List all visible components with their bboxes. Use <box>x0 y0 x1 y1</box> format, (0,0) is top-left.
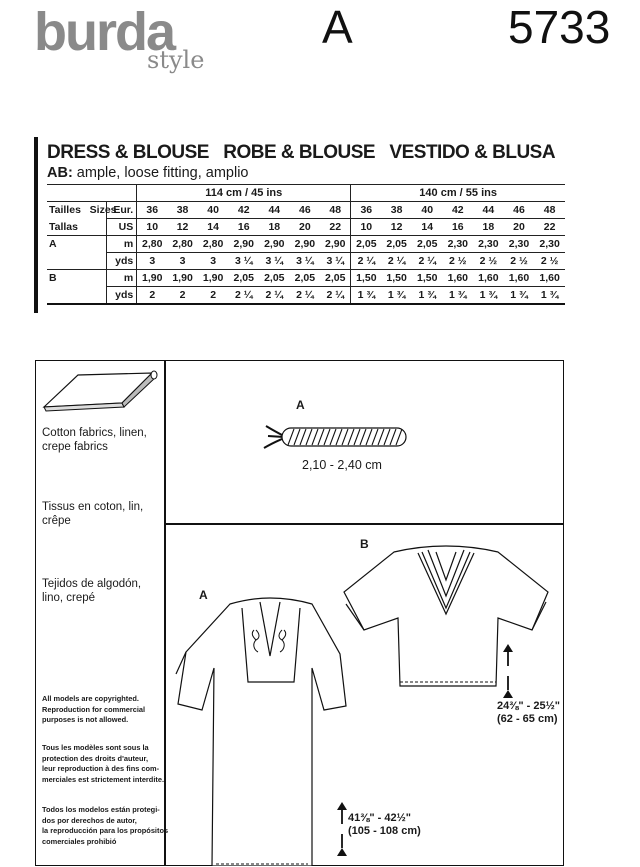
unit-yds: yds <box>106 253 137 270</box>
view-b-label: B <box>360 537 369 551</box>
table-cell: 2,90 <box>290 236 321 253</box>
table-cell: 3 <box>137 253 168 270</box>
section-bar <box>34 137 38 313</box>
legal-es-line: dos por derechos de autor, <box>42 815 137 825</box>
pattern-number: 5733 <box>508 1 611 53</box>
unit-m: m <box>106 236 137 253</box>
table-cell: 48 <box>320 202 351 219</box>
table-cell: 2,80 <box>137 236 168 253</box>
cord-length: 2,10 - 2,40 cm <box>302 458 382 472</box>
length-cm: (105 - 108 cm) <box>348 825 421 837</box>
sizes-label: Tailles Sizes <box>49 204 117 217</box>
size-table <box>47 184 565 305</box>
unit-m: m <box>106 270 137 287</box>
width-140-header: 140 cm / 55 ins <box>351 185 565 202</box>
table-cell: 2 ¼ <box>320 287 351 305</box>
table-row-eur <box>47 202 565 219</box>
view-a-label: A <box>49 238 57 251</box>
table-cell: 38 <box>167 202 198 219</box>
table-cell: 2,90 <box>259 236 290 253</box>
length-in: 41⅜" - 42½" <box>348 812 412 824</box>
view-a-label: A <box>199 588 208 602</box>
table-cell: 10 <box>351 219 382 236</box>
table-cell: 1,60 <box>443 270 474 287</box>
table-cell: 2 ¼ <box>290 287 321 305</box>
unit-yds: yds <box>106 287 137 305</box>
table-cell: 2,05 <box>351 236 382 253</box>
fabric-fr-line: Tissus en coton, lin, <box>42 501 144 513</box>
table-cell: 2,05 <box>412 236 443 253</box>
table-cell: 2,05 <box>290 270 321 287</box>
table-cell: 2 ½ <box>504 253 535 270</box>
table-cell: 1,60 <box>504 270 535 287</box>
table-cell: 1,50 <box>381 270 412 287</box>
width-114-header: 114 cm / 45 ins <box>137 185 351 202</box>
table-row-b-m <box>47 270 565 287</box>
table-cell: 36 <box>351 202 382 219</box>
fabric-text-es <box>42 577 141 605</box>
dress-a-length <box>348 812 421 838</box>
table-cell: 46 <box>290 202 321 219</box>
table-row-b-yds <box>47 287 565 305</box>
legal-es-line: la reproducción para los propósitos <box>42 826 169 835</box>
table-cell: 1 ¾ <box>443 287 474 305</box>
table-cell: 2 <box>137 287 168 305</box>
length-in: 24⅜" - 25½" <box>497 700 561 712</box>
table-cell: 3 ¼ <box>290 253 321 270</box>
burda-logo: burda <box>34 2 175 62</box>
legal-text-fr <box>42 743 164 785</box>
info-box-divider <box>164 360 166 866</box>
table-cell: 2 ¼ <box>381 253 412 270</box>
cord-icon <box>262 418 412 454</box>
blouse-b-length <box>497 700 560 726</box>
table-cell: 22 <box>320 219 351 236</box>
table-cell: 1,90 <box>198 270 229 287</box>
legal-text-es <box>42 805 168 847</box>
unit-eur: Eur. <box>106 202 137 219</box>
fabric-text-en <box>42 426 147 454</box>
notions-divider <box>164 523 564 525</box>
table-cell: 1,50 <box>351 270 382 287</box>
legal-fr-line: merciales est strictement interdite. <box>42 774 164 784</box>
table-cell: 44 <box>473 202 504 219</box>
legal-fr-line: Tous les modèles sont sous la <box>42 743 149 752</box>
table-row-a-m <box>47 236 565 253</box>
blouse-b-illustration <box>336 540 556 695</box>
fabric-en-line: Cotton fabrics, linen, <box>42 427 147 439</box>
table-cell: 2,30 <box>534 236 565 253</box>
subtitle-prefix: AB: <box>47 165 73 181</box>
table-row-a-yds <box>47 253 565 270</box>
legal-fr-line: protection des droits d'auteur, <box>42 753 149 763</box>
table-cell: 1,90 <box>137 270 168 287</box>
dress-a-illustration <box>172 594 352 866</box>
table-cell: 1,60 <box>534 270 565 287</box>
table-cell: 18 <box>473 219 504 236</box>
burda-logo-style: style <box>147 46 205 74</box>
table-cell: 1 ¾ <box>381 287 412 305</box>
table-cell: 1,90 <box>167 270 198 287</box>
table-cell: 20 <box>290 219 321 236</box>
table-cell: 2 ½ <box>534 253 565 270</box>
table-cell: 2 <box>198 287 229 305</box>
table-cell: 44 <box>259 202 290 219</box>
table-cell: 1,50 <box>412 270 443 287</box>
table-cell: 36 <box>137 202 168 219</box>
table-cell: 38 <box>381 202 412 219</box>
table-cell: 2,05 <box>320 270 351 287</box>
table-cell: 2,05 <box>259 270 290 287</box>
table-cell: 2,30 <box>443 236 474 253</box>
fabric-fr-line: crêpe <box>42 515 71 527</box>
table-cell: 2,05 <box>381 236 412 253</box>
table-cell: 40 <box>412 202 443 219</box>
table-cell: 12 <box>381 219 412 236</box>
legal-en-line: Reproduction for commercial <box>42 704 146 714</box>
legal-en-line: purposes is not allowed. <box>42 715 129 724</box>
table-cell: 1 ¾ <box>412 287 443 305</box>
garment-title: DRESS & BLOUSE ROBE & BLOUSE VESTIDO & BLUSA <box>47 142 556 163</box>
table-cell: 14 <box>412 219 443 236</box>
subtitle-text: ample, loose fitting, amplio <box>72 165 249 181</box>
table-cell: 2,80 <box>198 236 229 253</box>
table-cell: 3 <box>167 253 198 270</box>
table-cell: 3 <box>198 253 229 270</box>
table-cell: 3 ¼ <box>228 253 259 270</box>
length-arrow-b <box>499 642 517 700</box>
fabric-bolt-icon <box>40 367 160 413</box>
table-cell: 48 <box>534 202 565 219</box>
table-cell: 2 ¼ <box>412 253 443 270</box>
table-row-us <box>47 219 565 236</box>
table-cell: 10 <box>137 219 168 236</box>
fabric-en-line: crepe fabrics <box>42 441 108 453</box>
table-cell: 2 ½ <box>443 253 474 270</box>
legal-es-line: Todos los modelos están protegi- <box>42 805 160 814</box>
length-cm: (62 - 65 cm) <box>497 713 558 725</box>
fabric-es-line: lino, crepé <box>42 592 96 604</box>
table-cell: 1 ¾ <box>351 287 382 305</box>
table-cell: 1,60 <box>473 270 504 287</box>
fabric-es-line: Tejidos de algodón, <box>42 578 142 590</box>
notion-label: A <box>296 398 305 412</box>
table-cell: 12 <box>167 219 198 236</box>
table-cell: 16 <box>228 219 259 236</box>
table-cell: 2 ¼ <box>228 287 259 305</box>
table-cell: 1 ¾ <box>473 287 504 305</box>
legal-es-line: comerciales prohibió <box>42 836 117 846</box>
table-cell: 40 <box>198 202 229 219</box>
table-cell: 2 ¼ <box>351 253 382 270</box>
legal-text-en <box>42 694 145 726</box>
garment-subtitle <box>47 164 248 182</box>
legal-en-line: All models are copyrighted. <box>42 694 139 703</box>
table-cell: 1 ¾ <box>534 287 565 305</box>
fabric-text-fr <box>42 500 143 528</box>
table-cell: 46 <box>504 202 535 219</box>
table-cell: 2,30 <box>504 236 535 253</box>
table-cell: 42 <box>228 202 259 219</box>
table-cell: 2,80 <box>167 236 198 253</box>
table-cell: 18 <box>259 219 290 236</box>
table-cell: 3 ¼ <box>320 253 351 270</box>
table-cell: 1 ¾ <box>504 287 535 305</box>
table-cell: 2 ½ <box>473 253 504 270</box>
table-cell: 20 <box>504 219 535 236</box>
table-cell: 42 <box>443 202 474 219</box>
unit-us: US <box>106 219 137 236</box>
table-cell: 2,30 <box>473 236 504 253</box>
view-letter: A <box>322 1 353 53</box>
table-cell: 22 <box>534 219 565 236</box>
tallas-label: Tallas <box>47 219 106 236</box>
table-cell: 2,90 <box>320 236 351 253</box>
table-cell: 2 <box>167 287 198 305</box>
table-cell: 2,90 <box>228 236 259 253</box>
table-cell: 3 ¼ <box>259 253 290 270</box>
table-cell: 16 <box>443 219 474 236</box>
legal-fr-line: leur reproduction à des fins com- <box>42 764 160 773</box>
table-cell: 2,05 <box>228 270 259 287</box>
table-cell: 14 <box>198 219 229 236</box>
table-cell: 2 ¼ <box>259 287 290 305</box>
view-b-label: B <box>49 272 57 285</box>
